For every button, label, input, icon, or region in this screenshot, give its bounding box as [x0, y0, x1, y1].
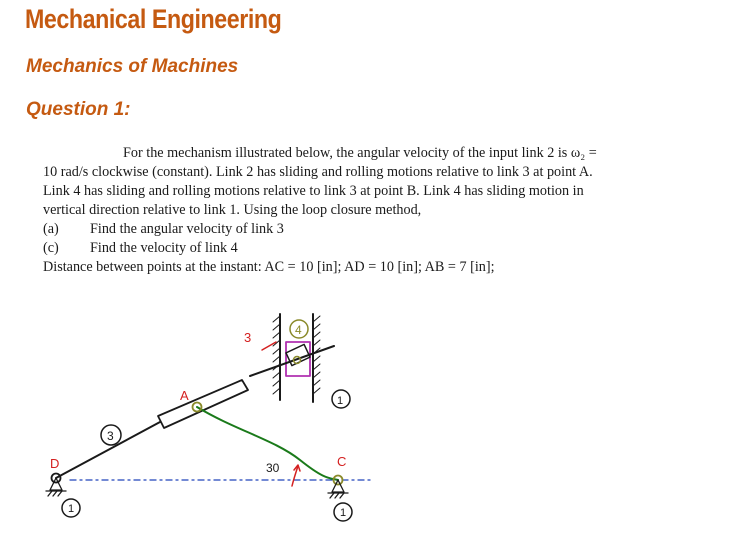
point-a-label: A	[180, 388, 189, 403]
distance-line: Distance between points at the instant: AC = 10 [in]; AD = 10 [in]; AB = 7 [in];	[43, 259, 495, 275]
task-text: Find the angular velocity of link 3	[90, 221, 284, 237]
task-text: Find the velocity of link 4	[90, 240, 238, 256]
page-title: Mechanical Engineering	[25, 4, 282, 34]
task-label: (a)	[43, 221, 59, 237]
link3-circle-label: 3	[107, 429, 114, 443]
ground-c	[328, 480, 348, 498]
problem-line-4: vertical direction relative to link 1. Using the loop closure method,	[43, 202, 422, 218]
ground-d	[46, 478, 66, 496]
link3-top-label: 3	[244, 330, 252, 345]
ground-c-label: 1	[340, 507, 347, 519]
mechanism-figure	[0, 280, 420, 534]
link3-sleeve	[158, 380, 248, 428]
link4-label: 4	[295, 323, 302, 337]
problem-line-1: For the mechanism illustrated below, the angular velocity of the input link 2 is ω₂ =	[123, 145, 597, 161]
point-d-label: D	[50, 456, 60, 471]
task-item-c	[43, 239, 663, 258]
problem-line-3: Link 4 has sliding and rolling motions relative to link 3 at point B. Link 4 has sliding motion in	[43, 183, 584, 199]
task-label: (c)	[43, 240, 59, 256]
problem-statement	[43, 144, 663, 277]
problem-line-2: 10 rad/s clockwise (constant). Link 2 has sliding and rolling motions relative to link 3 at point A.	[43, 164, 593, 180]
angle-label: 30	[266, 461, 280, 475]
ground-d-label: 1	[68, 503, 75, 515]
point-c-label: C	[337, 454, 347, 469]
task-item-a	[43, 220, 663, 239]
question-heading: Question 1:	[26, 99, 131, 120]
link3-leader	[262, 342, 276, 350]
course-subtitle: Mechanics of Machines	[26, 56, 239, 77]
ground-right-label: 1	[337, 395, 344, 407]
